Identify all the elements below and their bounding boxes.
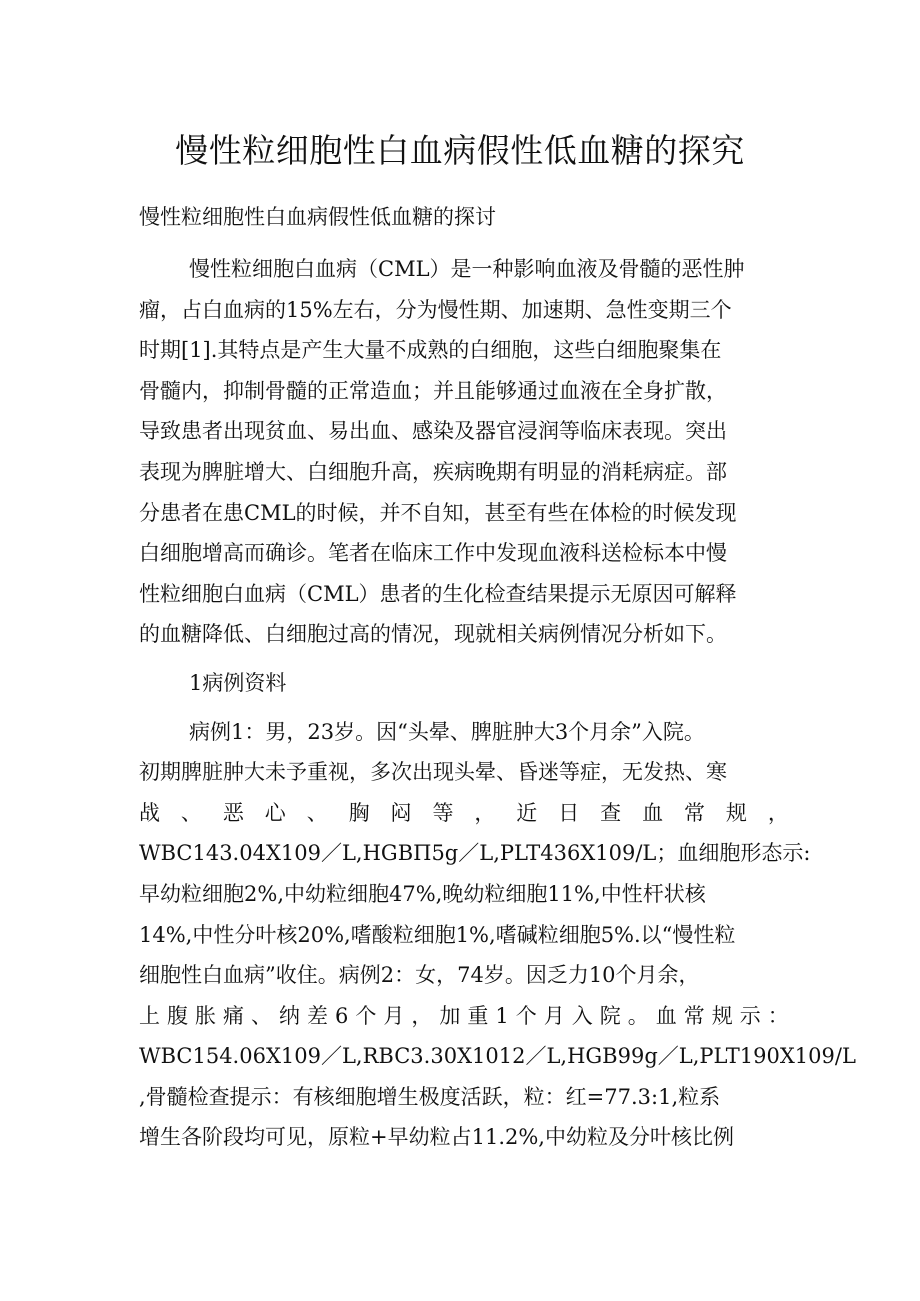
intro-line: 分患者在患CML的时候，并不自知，甚至有些在体检的时候发现 (139, 500, 737, 525)
char: 血 (655, 1003, 677, 1028)
char: 战 (139, 800, 160, 825)
intro-line: 导致患者出现贫血、易出血、感染及器官浸润等临床表现。突出 (139, 419, 727, 444)
intro-line: 的血糖降低、白细胞过高的情况，现就相关病例情况分析如下。 (139, 622, 727, 647)
case-line: 病例1：男，23岁。因“头晕、脾脏肿大3个月余”入院。 (189, 719, 705, 744)
case-line: 早幼粒细胞2%,中幼粒细胞47%,晚幼粒细胞11%,中性杆状核 (139, 881, 706, 906)
char: 1 (495, 1003, 509, 1028)
char: 日 (558, 800, 580, 825)
char: 月 (543, 1003, 565, 1028)
char: ， (767, 800, 789, 825)
case-line: 增生各阶段均可见，原粒+早幼粒占11.2%,中幼粒及分叶核比例 (139, 1125, 734, 1150)
char: 闷 (390, 800, 412, 825)
char: 6 (335, 1003, 349, 1028)
intro-line: 表现为脾脏增大、白细胞升高，疾病晚期有明显的消耗病症。部 (139, 459, 727, 484)
char: 、 (251, 1003, 272, 1028)
char: 纳 (279, 1003, 300, 1028)
intro-line: 慢性粒细胞白血病（CML）是一种影响血液及骨髓的恶性肿 (189, 257, 745, 281)
char: 入 (571, 1003, 593, 1028)
document-body (139, 249, 856, 1158)
char: 月 (383, 1003, 405, 1028)
intro-line: 白细胞增高而确诊。笔者在临床工作中发现血液科送检标本中慢 (139, 541, 727, 566)
case-line-justified (139, 996, 789, 1037)
char: 重 (467, 1003, 489, 1028)
char: 差 (307, 1003, 328, 1028)
char: 等 (432, 800, 454, 825)
intro-line: 骨髓内，抑制骨髓的正常造血；并且能够通过血液在全身扩散， (139, 378, 727, 403)
char: 恶 (222, 800, 244, 825)
case-line: 初期脾脏肿大未予重视，多次出现头晕、昏迷等症，无发热、寒 (139, 760, 727, 785)
case-line-justified (139, 793, 789, 834)
char: 近 (516, 800, 538, 825)
char: 痛 (223, 1003, 244, 1028)
case-line: 14%,中性分叶核20%,嗜酸粒细胞1%,嗜碱粒细胞5%.以“慢性粒 (139, 922, 736, 947)
char: 规 (725, 800, 747, 825)
case-line: ,骨髓检查提示：有核细胞增生极度活跃，粒：红=77.3:1,粒系 (139, 1084, 721, 1109)
char: ， (474, 800, 496, 825)
char: 个 (355, 1003, 377, 1028)
char: 、 (306, 800, 328, 825)
char: 规 (711, 1003, 733, 1028)
char: 查 (600, 800, 622, 825)
case-line: WBC143.04X109／L,HGBΠ5g／L,PLT436X109/L；血细胞形态示: (139, 841, 811, 866)
char: ： (767, 1003, 789, 1028)
char: 、 (180, 800, 202, 825)
char: 血 (642, 800, 664, 825)
char: 上 (139, 1003, 160, 1028)
document-subtitle: 慢性粒细胞性白血病假性低血糖的探讨 (139, 205, 496, 229)
section-heading: 1病例资料 (189, 670, 287, 695)
char: 胀 (195, 1003, 216, 1028)
char: 示 (739, 1003, 761, 1028)
char: 心 (264, 800, 286, 825)
char: 腹 (167, 1003, 188, 1028)
char: 院 (599, 1003, 621, 1028)
intro-line: 时期[1].其特点是产生大量不成熟的白细胞，这些白细胞聚集在 (139, 338, 722, 363)
char: 个 (515, 1003, 537, 1028)
char: 加 (439, 1003, 461, 1028)
intro-line: 性粒细胞白血病（CML）患者的生化检查结果提示无原因可解释 (139, 581, 737, 606)
case-line: 细胞性白血病”收住。病例2：女，74岁。因乏力10个月余， (139, 963, 700, 988)
char: ， (411, 1003, 433, 1028)
char: 胸 (348, 800, 370, 825)
char: 常 (683, 1003, 705, 1028)
char: 常 (683, 800, 705, 825)
char: 。 (627, 1003, 649, 1028)
intro-line: 瘤，占白血病的15%左右，分为慢性期、加速期、急性变期三个 (139, 297, 732, 322)
document-title: 慢性粒细胞性白血病假性低血糖的探究 (175, 131, 745, 170)
case-line: WBC154.06X109／L,RBC3.30X1012／L,HGB99g／L,PLT190X109/L (139, 1044, 856, 1069)
